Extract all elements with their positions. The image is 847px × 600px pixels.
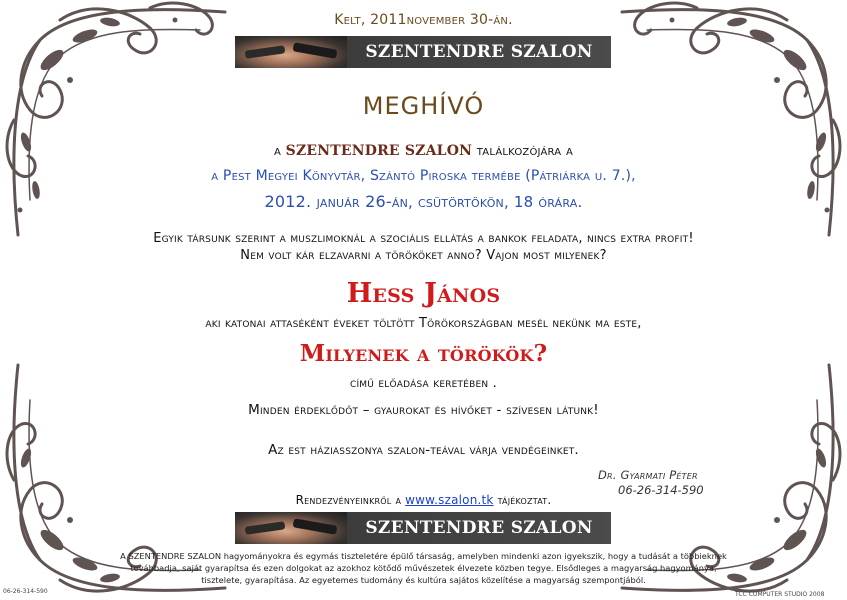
page-title: MEGHÍVÓ	[362, 92, 485, 120]
website-link[interactable]: www.szalon.tk	[405, 493, 494, 507]
handshake-image	[235, 36, 347, 68]
invite-date-strong: 2012. január 26-án	[264, 192, 409, 211]
invite-venue: a Pest Megyei Könyvtár, Szántó Piroska termébe (Pátriárka u. 7.),	[211, 168, 636, 184]
footer-line-2: továbbadja, saját gyarapítsa és ezen dolgokat az azokhoz kötődő művészetek élvezete közben tegye. Elsődleges a magyarság hagyománya,	[130, 563, 717, 573]
intro-line-1: Egyik társunk szerint a muszlimoknál a szociális ellátás a bankok feladata, nincs extra profit!	[153, 231, 694, 246]
handshake-image	[235, 512, 347, 544]
invite-suffix: találkozójára a	[476, 143, 574, 159]
date-line: Kelt, 2011november 30-án.	[334, 12, 513, 28]
invite-line	[0, 143, 847, 159]
invite-date	[0, 192, 847, 211]
footer-description	[0, 550, 847, 586]
banner-title: SZENTENDRE SZALON	[365, 42, 593, 62]
info-suffix: tájékoztat.	[497, 493, 552, 507]
speaker-description: aki katonai attaséként éveket töltött Törökországban mesél nekünk ma este,	[205, 316, 642, 331]
hostess-line: Az est háziasszonya szalon-teával várja vendégeinket.	[268, 442, 579, 458]
info-line	[0, 493, 847, 507]
intro-line-2: Nem volt kár elzavarni a törököket anno? Vajon most milyenek?	[240, 248, 607, 263]
invite-prefix: a	[273, 143, 281, 159]
invite-org: SZENTENDRE SZALON	[285, 143, 473, 159]
signature-phone: 06-26-314-590	[618, 483, 704, 497]
welcome-line: Minden érdeklődőt – gyaurokat és hívőket - szívesen látunk!	[248, 402, 599, 418]
speaker-name: Hess János	[346, 278, 501, 309]
signature-name: Dr. Gyarmati Péter	[598, 468, 698, 482]
lecture-suffix: című előadása keretében .	[349, 376, 498, 391]
banner-title: SZENTENDRE SZALON	[365, 518, 593, 538]
invite-date-rest: , csütörtökön, 18 órára.	[408, 193, 583, 211]
banner-bottom	[235, 512, 611, 544]
footer-line-1: A SZENTENDRE SZALON hagyományokra és egymás tiszteletére épülő társaság, amelyben mindenki azon igyekszik, hogy a tudását a többieknek	[120, 551, 727, 561]
banner-top	[235, 36, 611, 68]
lecture-title: Milyenek a törökök?	[299, 340, 548, 367]
corner-left-text: 06-26-314-590	[3, 588, 48, 595]
corner-right-text: TCC COMPUTER STUDIO 2008	[735, 591, 825, 598]
info-prefix: Rendezvényeinkről a	[295, 493, 402, 507]
footer-line-3: tisztelete, gyarapítása. Az egyetemes tudomány és kultúra sajátos közelítése a magyarság szempontjából.	[201, 575, 646, 585]
